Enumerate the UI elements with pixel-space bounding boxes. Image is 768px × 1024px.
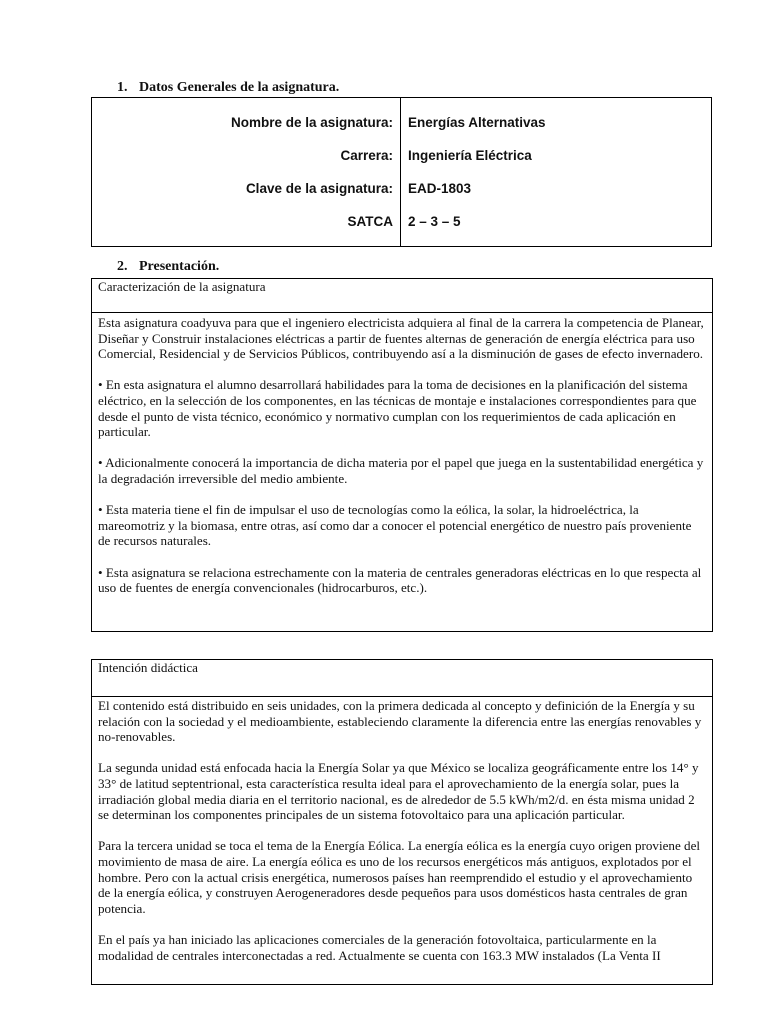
box-body xyxy=(92,697,712,963)
box-title: Caracterización de la asignatura xyxy=(92,279,712,313)
paragraph: La segunda unidad está enfocada hacia la Energía Solar ya que México se localiza geográficamente entre los 14° y 33° de latitud septentrional, esta característica resulta ideal para el aprovechamiento de la energía solar, pues la irradiación global media diaria en el territorio nacional, es de alrededor de 5.5 kWh/m2/d. en ésta misma unidad 2 se determinan los componentes principales de un sistema fotovoltaico para una aplicación particular. xyxy=(98,760,699,823)
field-value: Ingeniería Eléctrica xyxy=(408,148,532,163)
table-row xyxy=(92,205,712,247)
didactic-intent-box xyxy=(91,659,713,985)
box-body xyxy=(92,313,712,596)
general-data-table xyxy=(91,97,712,247)
field-value: Energías Alternativas xyxy=(408,115,546,130)
box-title: Intención didáctica xyxy=(92,660,712,697)
field-label: Clave de la asignatura: xyxy=(92,172,401,205)
paragraph: • Esta asignatura se relaciona estrechamente con la materia de centrales generadoras eléctricas en lo que respecta al uso de fuentes de energía convencionales (hidrocarburos, etc.). xyxy=(98,564,702,596)
table-row xyxy=(92,139,712,172)
section-number: 1. xyxy=(117,80,128,95)
paragraph: • Esta materia tiene el fin de impulsar el uso de tecnologías como la eólica, la solar, la hidroeléctrica, la mareomotriz y la biomasa, entre otras, así como dar a conocer el potencial energético de nuestro país proveniente de recursos naturales. xyxy=(98,502,692,549)
section-title: Presentación. xyxy=(139,259,220,274)
field-value: 2 – 3 – 5 xyxy=(408,214,461,229)
section-title: Datos Generales de la asignatura. xyxy=(139,80,340,95)
table-row xyxy=(92,98,712,140)
field-label: Nombre de la asignatura: xyxy=(92,98,401,140)
paragraph: • En esta asignatura el alumno desarrollará habilidades para la toma de decisiones en la planificación del sistema eléctrico, en la selección de los componentes, en las técnicas de montaje e instalaciones correspondientes para que desde el punto de vista técnico, económico y normativo cumplan con los requerimientos de cada aplicación en particular. xyxy=(98,377,697,440)
field-label: Carrera: xyxy=(92,139,401,172)
field-value: EAD-1803 xyxy=(408,181,472,196)
paragraph: En el país ya han iniciado las aplicaciones comerciales de la generación fotovoltaica, particularmente en la modalidad de centrales interconectadas a red. Actualmente se cuenta con 163.3 MW instalados (La Venta II xyxy=(98,931,661,963)
paragraph: Esta asignatura coadyuva para que el ingeniero electricista adquiera al final de la carrera la competencia de Planear, Diseñar y Construir instalaciones eléctricas a partir de fuentes alternas de generación de energía eléctrica para uso Comercial, Residencial y de Servicios Públicos, contribuyendo así a la disminución de gases de efecto invernadero. xyxy=(98,315,704,362)
table-row xyxy=(92,172,712,205)
paragraph: Para la tercera unidad se toca el tema de la Energía Eólica. La energía eólica es la energía cuyo origen proviene del movimiento de masa de aire. La energía eólica es uno de los recursos energéticos más antiguos, explotados por el hombre. Pero con la actual crisis energética, numerosos países han reemprendido el estudio y el aprovechamiento de la energía eólica, y construyen Aerogeneradores desde pequeños para usos domésticos hasta centrales de gran potencia. xyxy=(98,838,701,916)
paragraph: El contenido está distribuido en seis unidades, con la primera dedicada al concepto y definición de la Energía y su relación con la sociedad y el medioambiente, estableciendo claramente la diferencia entre las energías renovables y no-renovables. xyxy=(98,698,702,745)
section-1-heading xyxy=(117,80,339,96)
presentation-box xyxy=(91,278,713,632)
field-label: SATCA xyxy=(92,205,401,247)
section-number: 2. xyxy=(117,259,128,274)
paragraph: • Adicionalmente conocerá la importancia de dicha materia por el papel que juega en la sustentabilidad energética y la degradación irreversible del medio ambiente. xyxy=(98,455,704,486)
section-2-heading xyxy=(117,259,219,275)
